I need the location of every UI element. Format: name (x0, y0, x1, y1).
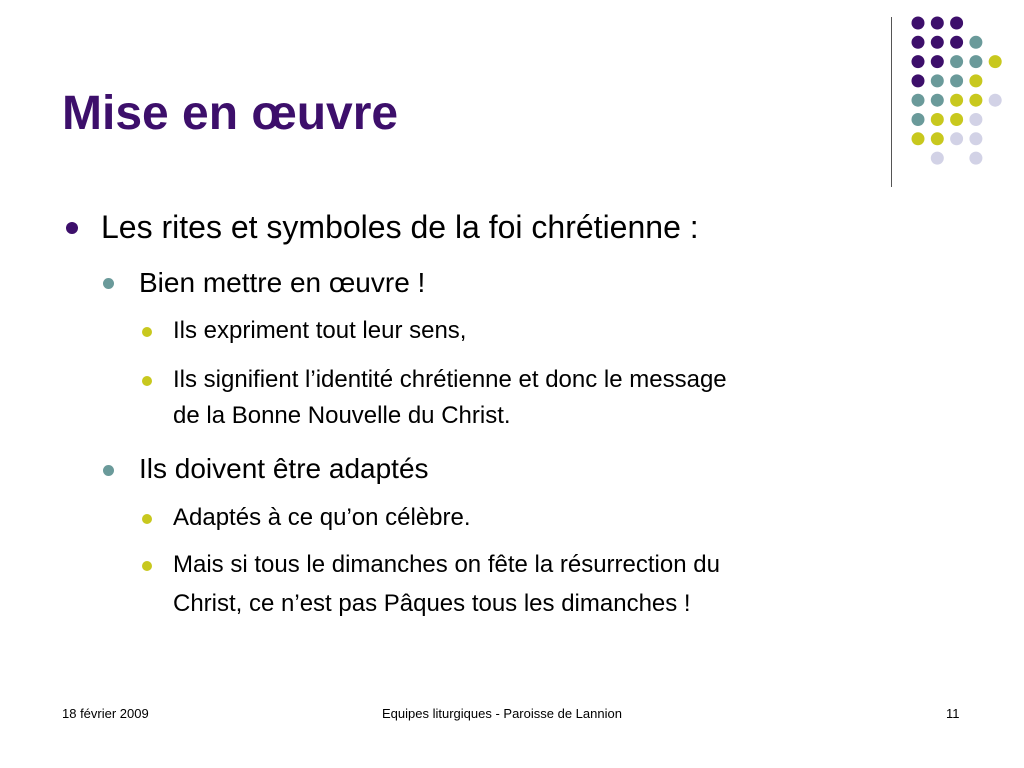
bullet-level3-adaptes-celebre: Adaptés à ce qu’on célèbre. (173, 504, 471, 531)
bullet-level2-dot (103, 465, 114, 476)
footer-page-number: 11 (946, 706, 960, 721)
bullet-level2-bien-mettre: Bien mettre en œuvre ! (139, 267, 426, 298)
bullet-level3-dot (142, 327, 152, 337)
bullet-level2-doivent-etre-adaptes: Ils doivent être adaptés (139, 453, 429, 484)
bullet-level3-signifient-line2: de la Bonne Nouvelle du Christ. (173, 402, 511, 429)
bullet-level3-dot (142, 561, 152, 571)
footer-date: 18 février 2009 (62, 706, 149, 721)
bullet-level2-dot (103, 278, 114, 289)
bullet-level3-dimanches-line2: Christ, ce n’est pas Pâques tous les dimanches ! (173, 590, 691, 617)
bullet-level3-expriment: Ils expriment tout leur sens, (173, 317, 467, 344)
footer-center-text: Equipes liturgiques - Paroisse de Lannion (382, 706, 622, 721)
bullet-level3-dot (142, 514, 152, 524)
bullet-level3-dot (142, 376, 152, 386)
bullet-level3-dimanches-line1: Mais si tous le dimanches on fête la résurrection du (173, 551, 720, 578)
slide-title: Mise en œuvre (62, 87, 399, 140)
bullet-level3-signifient-line1: Ils signifient l’identité chrétienne et donc le message (173, 366, 727, 393)
bullet-level1-rites-symboles: Les rites et symboles de la foi chrétienne : (101, 209, 699, 245)
bullet-level1-dot (66, 222, 78, 234)
